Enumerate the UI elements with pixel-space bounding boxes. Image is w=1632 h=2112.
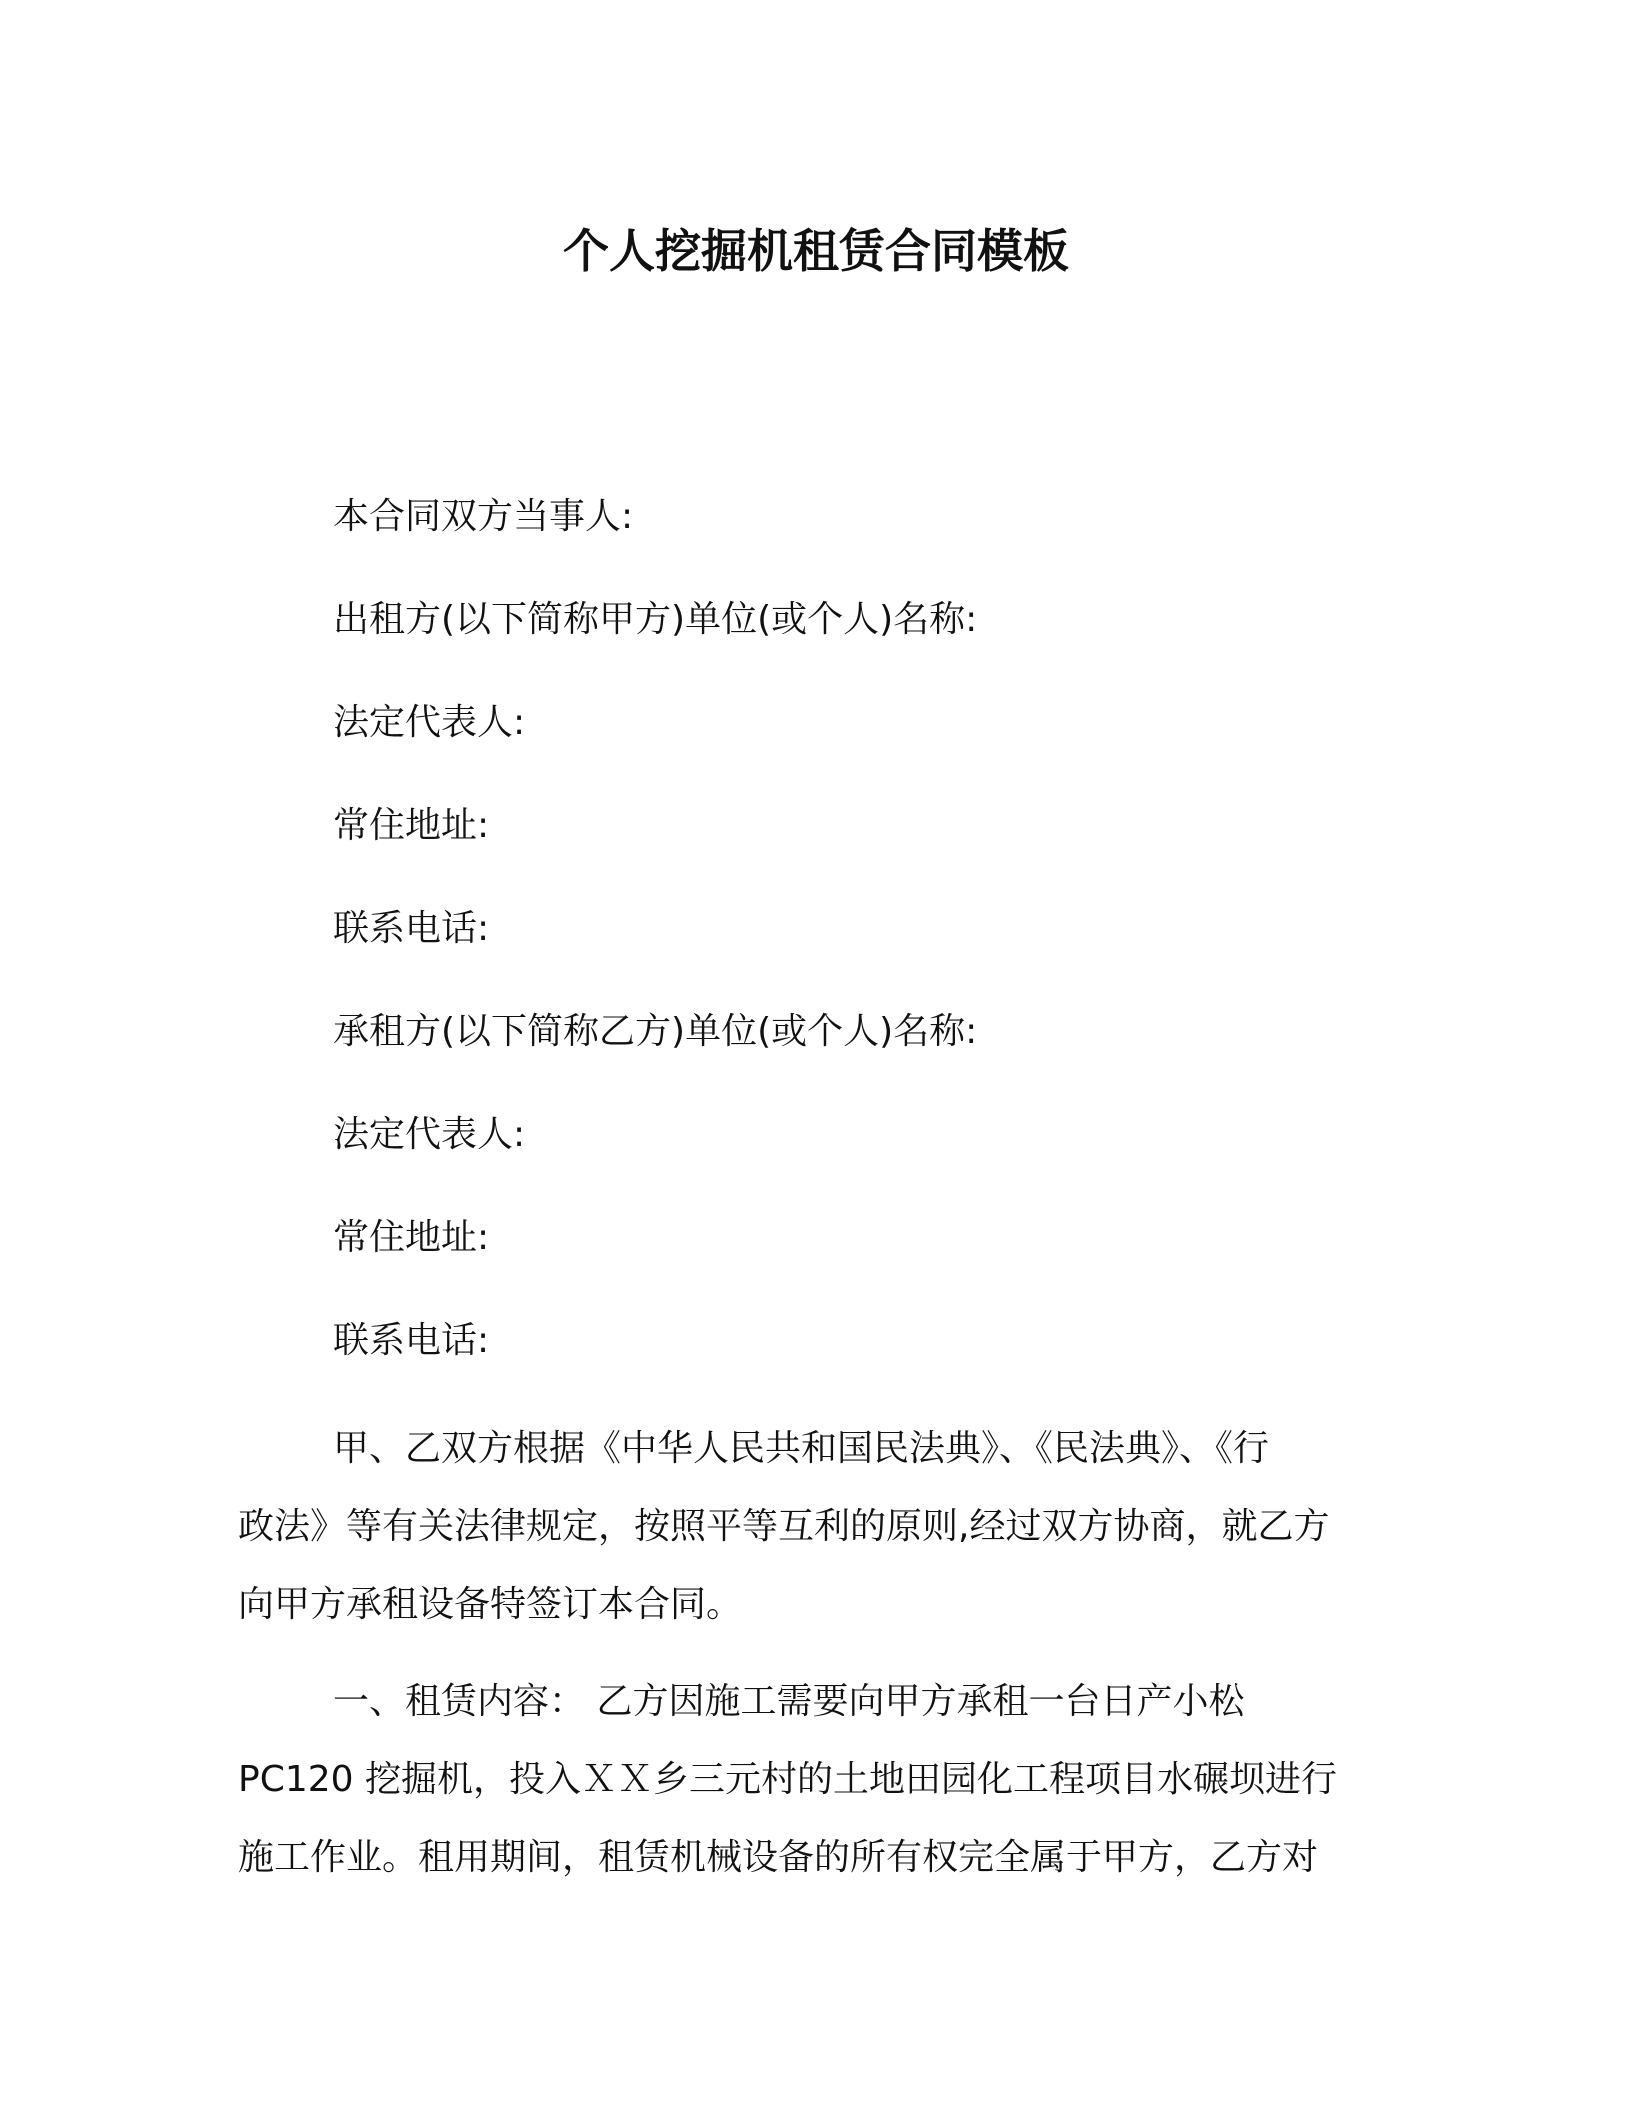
preamble-line: 甲、乙双方根据《中华人民共和国民法典》、《民法典》、《行 bbox=[333, 1428, 1270, 1469]
clause-1-line: 一、租赁内容： 乙方因施工需要向甲方承租一台日产小松 bbox=[333, 1681, 1245, 1722]
lessee-legal-rep-field: 法定代表人: bbox=[333, 1114, 526, 1155]
preamble-paragraph bbox=[238, 1410, 1378, 1644]
lessee-address-field: 常住地址: bbox=[333, 1217, 490, 1258]
preamble-line: 政法》等有关法律规定，按照平等互利的原则,经过双方协商，就乙方 bbox=[238, 1506, 1330, 1547]
lessee-phone-field: 联系电话: bbox=[333, 1320, 490, 1361]
clause-1-line: PC120 挖掘机，投入ＸＸ乡三元村的土地田园化工程项目水碾坝进行 bbox=[238, 1759, 1338, 1800]
lessor-phone-field: 联系电话: bbox=[333, 908, 490, 949]
lessor-name-field: 出租方(以下简称甲方)单位(或个人)名称: bbox=[333, 599, 978, 640]
document-title: 个人挖掘机租赁合同模板 bbox=[563, 224, 1069, 278]
parties-heading: 本合同双方当事人: bbox=[333, 496, 634, 537]
clause-1-line: 施工作业。租用期间，租赁机械设备的所有权完全属于甲方，乙方对 bbox=[238, 1837, 1319, 1878]
clause-1-paragraph bbox=[238, 1663, 1378, 1897]
lessor-legal-rep-field: 法定代表人: bbox=[333, 702, 526, 743]
lessee-name-field: 承租方(以下简称乙方)单位(或个人)名称: bbox=[333, 1011, 978, 1052]
lessor-address-field: 常住地址: bbox=[333, 805, 490, 846]
preamble-line: 向甲方承租设备特签订本合同。 bbox=[238, 1584, 743, 1625]
